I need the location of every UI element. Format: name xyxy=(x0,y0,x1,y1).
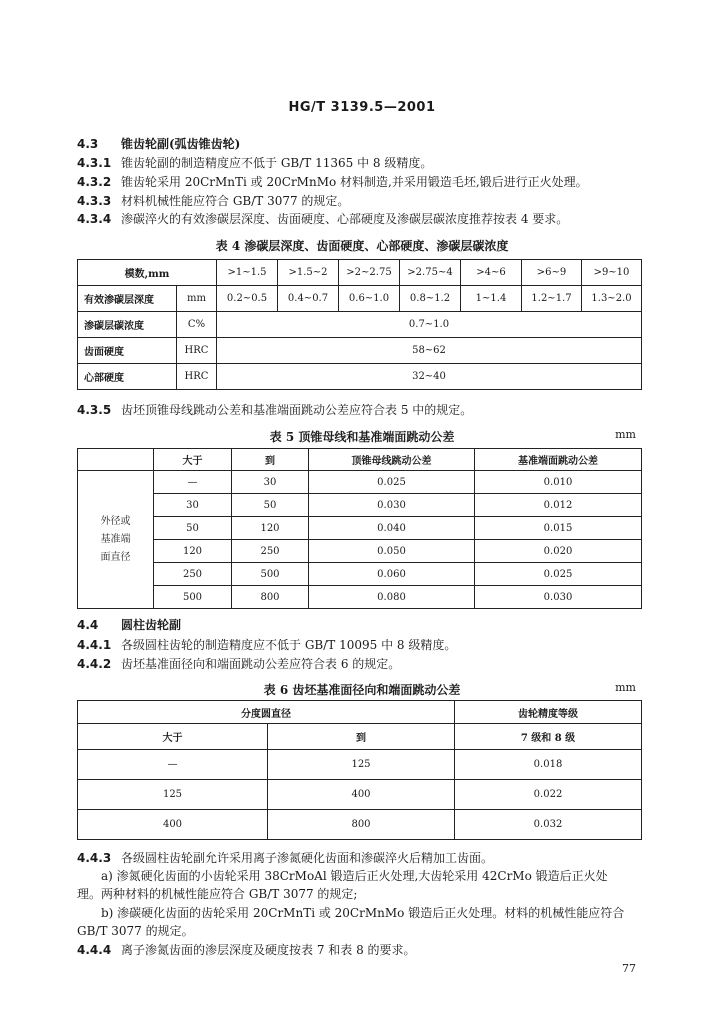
clause-4-3-4 xyxy=(77,211,647,227)
table-cell: 0.015 xyxy=(475,517,642,540)
clause-number: 4.3.2 xyxy=(77,175,112,189)
clause-number: 4.4.3 xyxy=(77,851,112,865)
table-row xyxy=(78,286,642,312)
table-cell: 58~62 xyxy=(217,338,642,364)
table-row xyxy=(78,563,642,586)
clause-text: 各级圆柱齿轮的制造精度应不低于 GB/T 10095 中 8 级精度。 xyxy=(121,638,457,652)
table-cell: 1.2~1.7 xyxy=(522,286,582,312)
table-cell: 250 xyxy=(154,563,232,586)
header-cell: >2~2.75 xyxy=(339,260,400,286)
table-row xyxy=(78,750,642,780)
table-row xyxy=(78,540,642,563)
clause-4-3-5 xyxy=(77,402,647,418)
table-cell: 0.050 xyxy=(309,540,475,563)
header-cell: 顶锥母线跳动公差 xyxy=(309,449,475,471)
table-cell: 125 xyxy=(78,780,268,810)
row-group-label-line: 外径或 xyxy=(100,515,131,527)
header-cell: >1~1.5 xyxy=(217,260,278,286)
section-number: 4.3 xyxy=(77,137,99,151)
clause-number: 4.3.3 xyxy=(77,194,112,208)
table-cell: 1.3~2.0 xyxy=(582,286,642,312)
row-label: 渗碳层碳浓度 xyxy=(78,312,177,338)
unit-cell: mm xyxy=(177,286,217,312)
clause-number: 4.3.4 xyxy=(77,212,112,226)
header-cell: >2.75~4 xyxy=(400,260,461,286)
item-a-line-1: a) 渗氮硬化齿面的小齿轮采用 38CrMoAl 锻造后正火处理,大齿轮采用 42CrMo 锻造后正火处 xyxy=(101,869,608,883)
table-row xyxy=(78,471,642,494)
clause-text: 渗碳淬火的有效渗碳层深度、齿面硬度、心部硬度及渗碳层碳浓度推荐按表 4 要求。 xyxy=(121,212,569,226)
table-cell: 0.080 xyxy=(309,586,475,609)
table-5-caption: 表 5 顶锥母线和基准端面跳动公差 xyxy=(269,430,455,444)
table-cell: 125 xyxy=(268,750,455,780)
section-number: 4.4 xyxy=(77,618,99,632)
unit-cell: HRC xyxy=(177,338,217,364)
header-cell: >6~9 xyxy=(522,260,582,286)
table-cell: 800 xyxy=(232,586,309,609)
table-cell: 500 xyxy=(154,586,232,609)
section-title: 锥齿轮副(弧齿锥齿轮) xyxy=(121,137,241,151)
table-cell: 0.030 xyxy=(475,586,642,609)
table-cell: — xyxy=(154,471,232,494)
row-label: 心部硬度 xyxy=(78,364,177,390)
table-cell: 0.2~0.5 xyxy=(217,286,278,312)
table-cell: 0.030 xyxy=(309,494,475,517)
table-cell: 400 xyxy=(78,810,268,840)
table-cell: 250 xyxy=(232,540,309,563)
header-cell: >1.5~2 xyxy=(278,260,339,286)
header-cell: 齿轮精度等级 xyxy=(455,701,642,724)
table-cell: 0.060 xyxy=(309,563,475,586)
table-row xyxy=(78,586,642,609)
row-group-label-line: 基准端 xyxy=(100,533,131,545)
clause-4-4-2 xyxy=(77,656,647,672)
header-cell: 大于 xyxy=(154,449,232,471)
clause-text: 材料机械性能应符合 GB/T 3077 的规定。 xyxy=(121,194,350,208)
unit-cell: C% xyxy=(177,312,217,338)
table-row xyxy=(78,260,642,286)
table-6 xyxy=(77,700,642,840)
table-6-unit: mm xyxy=(615,681,636,694)
table-cell: 0.020 xyxy=(475,540,642,563)
header-cell: >9~10 xyxy=(582,260,642,286)
table-row xyxy=(78,517,642,540)
clause-number: 4.4.4 xyxy=(77,943,112,957)
table-row xyxy=(78,312,642,338)
table-6-caption: 表 6 齿坯基准面径向和端面跳动公差 xyxy=(263,683,461,697)
clause-text: 齿坯顶锥母线跳动公差和基准端面跳动公差应符合表 5 中的规定。 xyxy=(121,403,473,417)
clause-number: 4.3.5 xyxy=(77,403,112,417)
table-cell: 50 xyxy=(154,517,232,540)
table-row xyxy=(78,780,642,810)
row-label: 有效渗碳层深度 xyxy=(78,286,177,312)
item-a-line-2: 理。两种材料的机械性能应符合 GB/T 3077 的规定; xyxy=(77,887,358,901)
header-cell: 7 级和 8 级 xyxy=(455,724,642,750)
table-cell: 500 xyxy=(232,563,309,586)
header-cell: 分度圆直径 xyxy=(78,701,455,724)
clause-text: 锥齿轮副的制造精度应不低于 GB/T 11365 中 8 级精度。 xyxy=(121,156,433,170)
standard-header: HG/T 3139.5—2001 xyxy=(288,100,436,115)
table-5-unit: mm xyxy=(615,428,636,441)
table-cell: — xyxy=(78,750,268,780)
table-cell: 32~40 xyxy=(217,364,642,390)
table-row xyxy=(78,364,642,390)
table-row xyxy=(78,701,642,724)
clause-text: 锥齿轮采用 20CrMnTi 或 20CrMnMo 材料制造,并采用锻造毛坯,锻后进行正火处理。 xyxy=(121,175,588,189)
table-cell: 30 xyxy=(154,494,232,517)
clause-text: 离子渗氮齿面的渗层深度及硬度按表 7 和表 8 的要求。 xyxy=(121,943,416,957)
clause-4-3-3 xyxy=(77,193,647,209)
table-cell: 50 xyxy=(232,494,309,517)
row-label: 齿面硬度 xyxy=(78,338,177,364)
header-cell: 基准端面跳动公差 xyxy=(475,449,642,471)
header-cell: >4~6 xyxy=(461,260,522,286)
item-b-line-1: b) 渗碳硬化齿面的齿轮采用 20CrMnTi 或 20CrMnMo 锻造后正火处理。材料的机械性能应符合 xyxy=(101,906,625,920)
table-cell: 0.025 xyxy=(309,471,475,494)
header-cell: 大于 xyxy=(78,724,268,750)
table-cell: 0.025 xyxy=(475,563,642,586)
table-cell: 0.032 xyxy=(455,810,642,840)
section-4-4-heading xyxy=(77,617,647,633)
header-cell: 模数,mm xyxy=(78,260,217,286)
table-4 xyxy=(77,259,642,390)
table-cell: 0.018 xyxy=(455,750,642,780)
header-cell: 到 xyxy=(268,724,455,750)
clause-text: 各级圆柱齿轮副允许采用离子渗氮硬化齿面和渗碳淬火后精加工齿面。 xyxy=(121,851,494,865)
unit-cell: HRC xyxy=(177,364,217,390)
clause-number: 4.4.2 xyxy=(77,657,112,671)
table-row xyxy=(78,494,642,517)
table-cell: 0.012 xyxy=(475,494,642,517)
clause-4-4-4 xyxy=(77,942,647,958)
header-cell: 到 xyxy=(232,449,309,471)
table-cell: 0.010 xyxy=(475,471,642,494)
table-cell: 400 xyxy=(268,780,455,810)
table-row xyxy=(78,449,642,471)
table-cell: 120 xyxy=(232,517,309,540)
table-cell: 0.6~1.0 xyxy=(339,286,400,312)
table-5 xyxy=(77,448,642,609)
table-cell: 0.8~1.2 xyxy=(400,286,461,312)
corner-cell xyxy=(78,449,154,471)
clause-4-4-3 xyxy=(77,850,647,866)
table-4-caption: 表 4 渗碳层深度、齿面硬度、心部硬度、渗碳层碳浓度 xyxy=(215,239,509,253)
clause-4-3-2 xyxy=(77,174,647,190)
table-cell: 0.7~1.0 xyxy=(217,312,642,338)
clause-number: 4.4.1 xyxy=(77,638,112,652)
table-row xyxy=(78,338,642,364)
row-group-label-line: 面直径 xyxy=(100,551,131,563)
row-group-label xyxy=(78,471,154,609)
section-4-3-heading xyxy=(77,136,647,152)
table-cell: 0.4~0.7 xyxy=(278,286,339,312)
table-row xyxy=(78,810,642,840)
table-cell: 800 xyxy=(268,810,455,840)
clause-4-4-1 xyxy=(77,637,647,653)
section-title: 圆柱齿轮副 xyxy=(121,618,182,632)
table-cell: 1~1.4 xyxy=(461,286,522,312)
table-row xyxy=(78,724,642,750)
table-cell: 30 xyxy=(232,471,309,494)
item-b-line-2: GB/T 3077 的规定。 xyxy=(77,924,194,938)
clause-text: 齿坯基准面径向和端面跳动公差应符合表 6 的规定。 xyxy=(121,657,401,671)
clause-4-3-1 xyxy=(77,155,647,171)
table-cell: 120 xyxy=(154,540,232,563)
page-number: 77 xyxy=(622,962,636,975)
clause-number: 4.3.1 xyxy=(77,156,112,170)
table-cell: 0.040 xyxy=(309,517,475,540)
table-cell: 0.022 xyxy=(455,780,642,810)
